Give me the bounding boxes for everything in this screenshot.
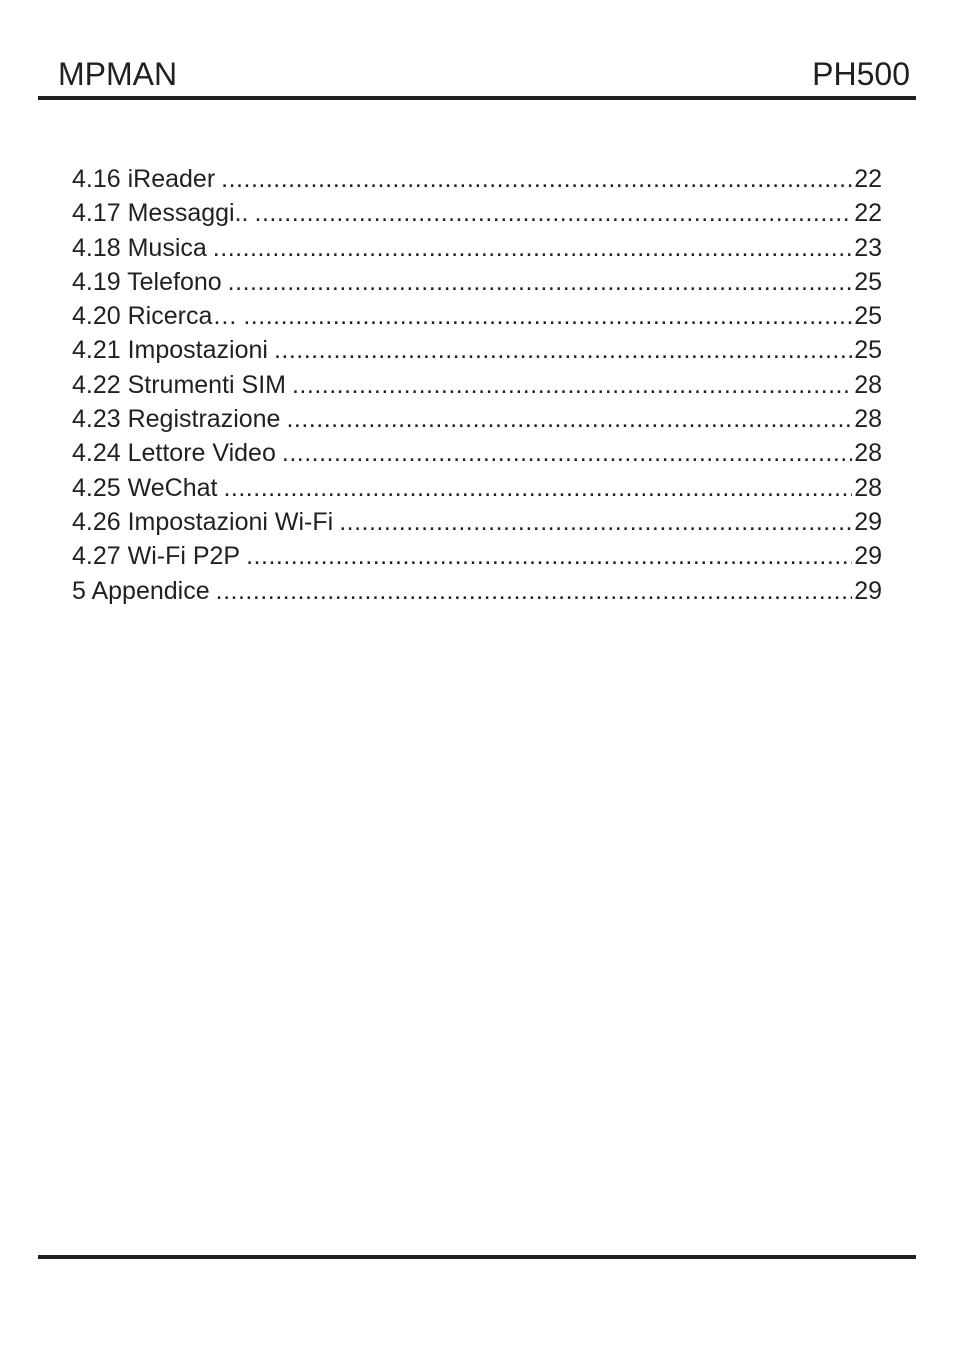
brand-name: MPMAN [58,56,178,92]
toc-dot-leader [292,368,852,402]
toc-entry [72,265,882,299]
toc-dot-leader [246,539,852,573]
page-header [38,50,916,100]
toc-entry-page: 25 [854,336,882,365]
toc-entry [72,196,882,230]
toc-entry-title: 4.19 Telefono [72,267,222,296]
toc-entry [72,539,882,573]
toc-dot-leader [228,265,853,299]
toc-dot-leader [216,574,853,608]
toc-entry [72,505,882,539]
toc-entry-title: 4.17 Messaggi.. [72,199,249,228]
toc-entry-title: 4.24 Lettore Video [72,439,276,468]
toc-entry-page: 25 [854,302,882,331]
toc-entry [72,574,882,608]
toc-entry-page: 22 [854,165,882,193]
toc-dot-leader [243,299,852,333]
toc-entry-page: 22 [854,199,882,228]
toc-entry [72,471,882,505]
toc-entry-page: 28 [854,439,882,468]
toc-entry [72,299,882,333]
table-of-contents [72,162,882,608]
toc-entry-page: 28 [854,405,882,434]
toc-entry-page: 25 [854,267,882,296]
toc-dot-leader [213,231,852,265]
toc-entry-title: 4.25 WeChat [72,473,218,502]
toc-entry-title: 4.22 Strumenti SIM [72,370,286,399]
toc-dot-leader [339,505,852,539]
toc-entry [72,231,882,265]
toc-entry-page: 28 [854,370,882,399]
toc-entry-title: 4.18 Musica [72,233,207,262]
toc-entry-title: 4.21 Impostazioni [72,336,268,365]
toc-entry [72,333,882,367]
toc-entry [72,162,882,196]
toc-entry [72,436,882,470]
toc-entry [72,402,882,436]
toc-dot-leader [255,196,853,230]
toc-entry-title: 5 Appendice [72,576,210,605]
toc-entry-title: 4.26 Impostazioni Wi-Fi [72,507,334,536]
toc-dot-leader [221,162,852,196]
toc-dot-leader [286,402,852,436]
toc-entry-page: 29 [854,542,882,571]
toc-entry-title: 4.27 Wi-Fi P2P [72,542,241,571]
toc-dot-leader [282,436,852,470]
toc-entry-title: 4.20 Ricerca… [72,302,238,331]
toc-entry-page: 28 [854,473,882,502]
toc-entry-page: 29 [854,576,882,605]
toc-entry-page: 23 [854,233,882,262]
footer-divider [38,1255,916,1259]
toc-entry-page: 29 [854,507,882,536]
model-name: PH500 [812,56,910,92]
toc-dot-leader [223,471,852,505]
toc-entry-title: 4.23 Registrazione [72,405,281,434]
toc-dot-leader [274,333,852,367]
toc-entry [72,368,882,402]
toc-entry-title: 4.16 iReader [72,165,216,193]
